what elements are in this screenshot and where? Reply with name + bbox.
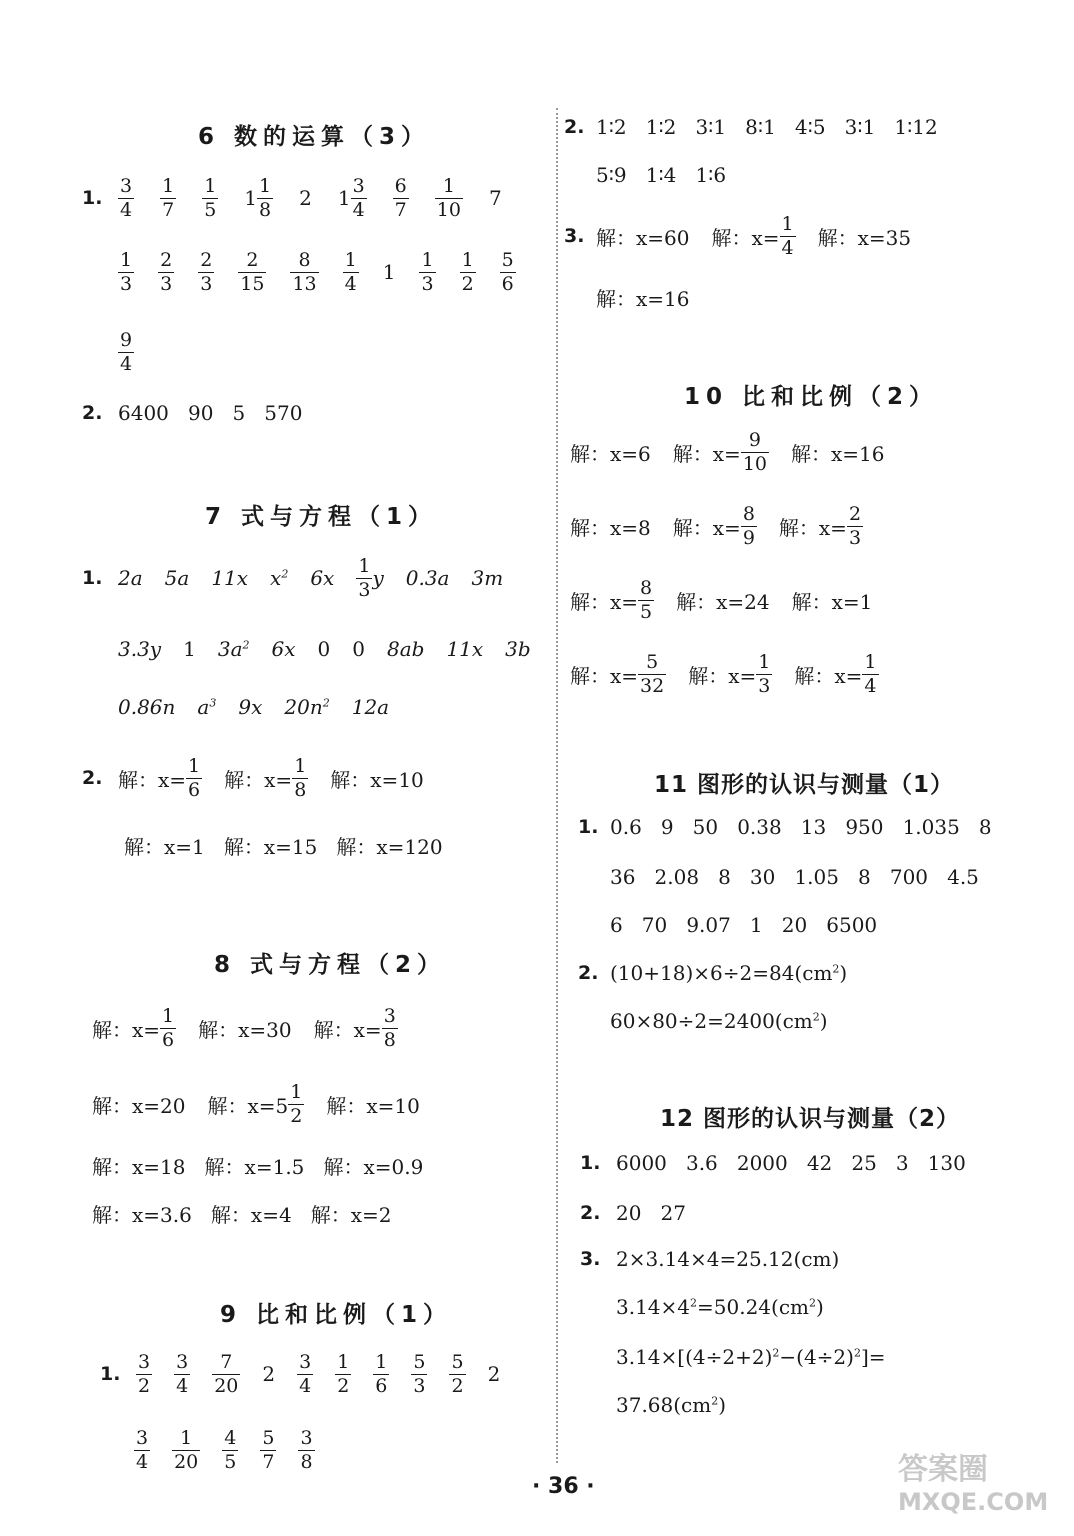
fraction: $\frac{1}{5}$	[204, 174, 217, 221]
s7-q2-row2	[124, 830, 443, 860]
fraction: $\frac{2}{3}$	[200, 248, 213, 295]
s12-q3-row1	[580, 1244, 839, 1274]
solution: 解：x=1	[791, 589, 873, 614]
solution: 解：x=60	[596, 225, 690, 250]
column-divider	[556, 108, 558, 1463]
section-10-title: 10 比和比例（2）	[684, 384, 939, 410]
solution: 解：x=6	[570, 441, 651, 466]
s7-q1-row3	[118, 692, 389, 722]
answer-values: 0.6 9 50 0.38 13 950 1.035 8	[610, 815, 992, 839]
fraction: $\frac{1}{2}$	[290, 1080, 303, 1127]
s6-q1-row2	[118, 244, 516, 300]
fraction: $\frac{1}{4}$	[864, 650, 877, 697]
question-number: 1.	[100, 1363, 121, 1385]
formula: $3.14\times[(4\div 2+2)^2-(4\div 2)^2]=$	[616, 1345, 886, 1369]
fraction: $\frac{2}{3}$	[160, 248, 173, 295]
fraction: $\frac{3}{4}$	[176, 1350, 189, 1397]
s12-q2-row	[580, 1198, 686, 1228]
term: $3a^2$	[217, 637, 250, 661]
term: 2a	[118, 566, 143, 590]
s9-q1-row1	[100, 1346, 500, 1402]
question-number: 3.	[564, 225, 585, 247]
fraction: $\frac{6}{7}$	[394, 174, 407, 221]
s10-row2	[570, 498, 863, 554]
s11-q1-row1	[578, 812, 992, 842]
fraction: $\frac{8}{13}$	[292, 248, 317, 295]
fraction: $\frac{5}{2}$	[451, 1350, 464, 1397]
term: 0.3a	[405, 566, 450, 590]
fraction: $\frac{1}{2}$	[461, 248, 474, 295]
solution: 解：x=10	[330, 767, 424, 792]
term: 5a	[164, 566, 190, 590]
value: 2	[262, 1362, 276, 1386]
solution-prefix: 解：x=	[794, 663, 863, 688]
rt-q2-row1	[564, 112, 938, 142]
fraction: $\frac{9}{4}$	[120, 328, 133, 375]
term: 6x	[310, 566, 335, 590]
solution-prefix: 解：x=	[778, 515, 847, 540]
answer-values: 6400 90 5 570	[118, 401, 303, 425]
fraction: $\frac{1}{7}$	[162, 174, 175, 221]
fraction: $\frac{1}{3}$	[758, 650, 771, 697]
term: 3b	[505, 637, 531, 661]
fraction: $\frac{1}{20}$	[174, 1426, 199, 1473]
s11-q2-row2	[610, 1006, 828, 1036]
fraction: $\frac{3}{8}$	[383, 1004, 396, 1051]
term: 0	[317, 637, 331, 661]
term: $x^2$	[270, 566, 289, 590]
value: 1	[382, 260, 396, 284]
rt-q3-row1	[564, 208, 911, 264]
rt-q3-row2	[596, 282, 690, 312]
answer-values: 36 2.08 8 30 1.05 8 700 4.5	[610, 865, 979, 889]
section-9-title: 9 比和比例（1）	[220, 1302, 453, 1328]
fraction: $\frac{8}{5}$	[640, 576, 653, 623]
solution: 解：x=35	[817, 225, 912, 250]
term: $\frac{1}{3}$ y	[358, 554, 384, 601]
s12-q3-row3	[616, 1342, 886, 1372]
fraction: $\frac{1}{6}$	[162, 1004, 175, 1051]
solution-prefix: 解：x=	[672, 441, 741, 466]
formula: 2×3.14×4=25.12(cm)	[616, 1247, 840, 1271]
s8-row4	[92, 1198, 392, 1228]
fraction: $\frac{1}{8}$	[294, 754, 307, 801]
formula: $(10+18)\times 6\div 2=84(cm^2)$	[610, 961, 848, 985]
formula: $37.68(cm^2)$	[616, 1393, 727, 1417]
solution: 解：x=10	[326, 1093, 420, 1118]
fraction: $\frac{1}{3}$	[421, 248, 434, 295]
question-number: 2.	[82, 402, 103, 424]
solution-prefix: 解：x=	[570, 663, 639, 688]
s10-row4	[570, 646, 879, 702]
question-number: 1.	[580, 1152, 601, 1174]
fraction: $\frac{4}{5}$	[224, 1426, 237, 1473]
value: 2	[487, 1362, 501, 1386]
term: 11x	[446, 637, 484, 661]
s6-q1-row3	[118, 324, 134, 380]
fraction: $\frac{5}{6}$	[501, 248, 514, 295]
answer-values: 20 27	[616, 1201, 686, 1225]
s6-q1-row1	[82, 170, 502, 226]
s11-q2-row1	[578, 958, 847, 988]
question-number: 2.	[580, 1202, 601, 1224]
fraction: $\frac{2}{15}$	[240, 248, 265, 295]
formula: $3.14\times 4^2=50.24(cm^2)$	[616, 1295, 824, 1319]
solution: 解：x=20	[92, 1093, 186, 1118]
term: 3.3y	[118, 637, 162, 661]
solution-prefix: 解：x=	[92, 1017, 161, 1042]
question-number: 1.	[82, 187, 103, 209]
fraction: $\frac{1}{6}$	[188, 754, 201, 801]
s12-q3-row4	[616, 1390, 726, 1420]
fraction: $\frac{3}{4}$	[299, 1350, 312, 1397]
section-7-title: 7 式与方程（1）	[205, 504, 438, 530]
fraction: $\frac{3}{4}$	[120, 174, 133, 221]
section-12-title: 12 图形的认识与测量（2）	[660, 1106, 961, 1132]
fraction: $\frac{2}{3}$	[848, 502, 862, 549]
term: $20n^2$	[284, 695, 330, 719]
solution-prefix: 解：x=5	[207, 1093, 289, 1118]
s11-q1-row3	[610, 910, 877, 940]
term: $a^3$	[197, 695, 217, 719]
fraction: $\frac{1}{2}$	[337, 1350, 350, 1397]
fraction: $\frac{1}{4}$	[344, 248, 357, 295]
s8-row1	[92, 1000, 398, 1056]
solution-prefix: 解：x=	[570, 589, 639, 614]
s7-q1-row1	[82, 550, 503, 606]
s10-row1	[570, 424, 885, 480]
term: 1	[183, 637, 196, 661]
fraction: $\frac{7}{20}$	[214, 1350, 239, 1397]
ratio-values: 1∶2 1∶2 3∶1 8∶1 4∶5 3∶1 1∶12	[596, 115, 938, 139]
solution-prefix: 解：x=	[672, 515, 741, 540]
solution-prefix: 解：x=	[711, 225, 780, 250]
answer-values: 6 70 9.07 1 20 6500	[610, 913, 878, 937]
watermark-text: 答案圈	[898, 1452, 988, 1487]
term: 0	[352, 637, 365, 661]
term: 11x	[211, 566, 249, 590]
solution: 解：x=16	[596, 286, 690, 311]
fraction: $\frac{1}{3}$	[120, 248, 133, 295]
s8-row2	[92, 1076, 420, 1132]
solution: 解：x=16	[791, 441, 885, 466]
fraction: $\frac{3}{8}$	[300, 1426, 313, 1473]
section-6-title: 6 数的运算（3）	[198, 124, 431, 150]
fraction: $\frac{5}{3}$	[413, 1350, 426, 1397]
section-8-title: 8 式与方程（2）	[214, 952, 447, 978]
question-number: 1.	[82, 567, 103, 589]
page-number: · 36 ·	[532, 1474, 595, 1499]
fraction: $\frac{5}{32}$	[640, 650, 665, 697]
solution: 解：x=8	[570, 515, 651, 540]
solutions: 解：x=18 解：x=1.5 解：x=0.9	[92, 1154, 424, 1179]
term: 6x	[271, 637, 296, 661]
fraction: $\frac{5}{7}$	[262, 1426, 275, 1473]
value: 7	[488, 186, 502, 210]
solutions: 解：x=3.6 解：x=4 解：x=2	[92, 1202, 392, 1227]
fraction: $\frac{1}{4}$	[781, 212, 794, 259]
s12-q1-row	[580, 1148, 966, 1178]
solution-prefix: 解：x=	[688, 663, 757, 688]
fraction: $\frac{3}{4}$	[136, 1426, 149, 1473]
question-number: 2.	[564, 116, 585, 138]
mixed-number: 1 $\frac{1}{8}$	[244, 174, 272, 221]
answer-values: 6000 3.6 2000 42 25 3 130	[616, 1151, 966, 1175]
solution-prefix: 解：x=	[313, 1017, 382, 1042]
formula: $60\times 80\div 2=2400(cm^2)$	[610, 1009, 828, 1033]
solution: 解：x=24	[676, 589, 770, 614]
fraction: $\frac{1}{10}$	[436, 174, 461, 221]
section-11-title: 11 图形的认识与测量（1）	[654, 772, 955, 798]
s12-q3-row2	[616, 1292, 824, 1322]
term: 8ab	[386, 637, 425, 661]
s6-q2-row	[82, 398, 302, 428]
question-number: 2.	[578, 962, 599, 984]
s8-row3	[92, 1150, 423, 1180]
mixed-number: 1 $\frac{3}{4}$	[337, 174, 365, 221]
solution-prefix: 解：x=	[224, 767, 293, 792]
fraction: $\frac{1}{6}$	[375, 1350, 388, 1397]
fraction: $\frac{9}{10}$	[742, 428, 767, 475]
fraction: $\frac{3}{2}$	[138, 1350, 151, 1397]
solution: 解：x=30	[198, 1017, 292, 1042]
question-number: 3.	[580, 1248, 601, 1270]
rt-q2-row2	[596, 160, 726, 190]
watermark-site: MXQE.COM	[898, 1488, 1049, 1516]
s10-row3	[570, 572, 872, 628]
term: 12a	[351, 695, 390, 719]
watermark-logo	[898, 1444, 1066, 1532]
term: 0.86n	[118, 695, 176, 719]
s7-q2-row1	[82, 750, 424, 806]
fraction: $\frac{8}{9}$	[742, 502, 755, 549]
question-number: 1.	[578, 816, 599, 838]
solution-prefix: 解：x=	[118, 767, 187, 792]
question-number: 2.	[82, 767, 103, 789]
s11-q1-row2	[610, 862, 979, 892]
term: 3m	[471, 566, 504, 590]
term: 9x	[238, 695, 263, 719]
s7-q1-row2	[118, 634, 531, 664]
ratio-values: 5∶9 1∶4 1∶6	[596, 163, 727, 187]
s9-q1-row2	[134, 1422, 315, 1478]
solutions: 解：x=1 解：x=15 解：x=120	[124, 834, 443, 859]
value: 2	[299, 186, 312, 210]
